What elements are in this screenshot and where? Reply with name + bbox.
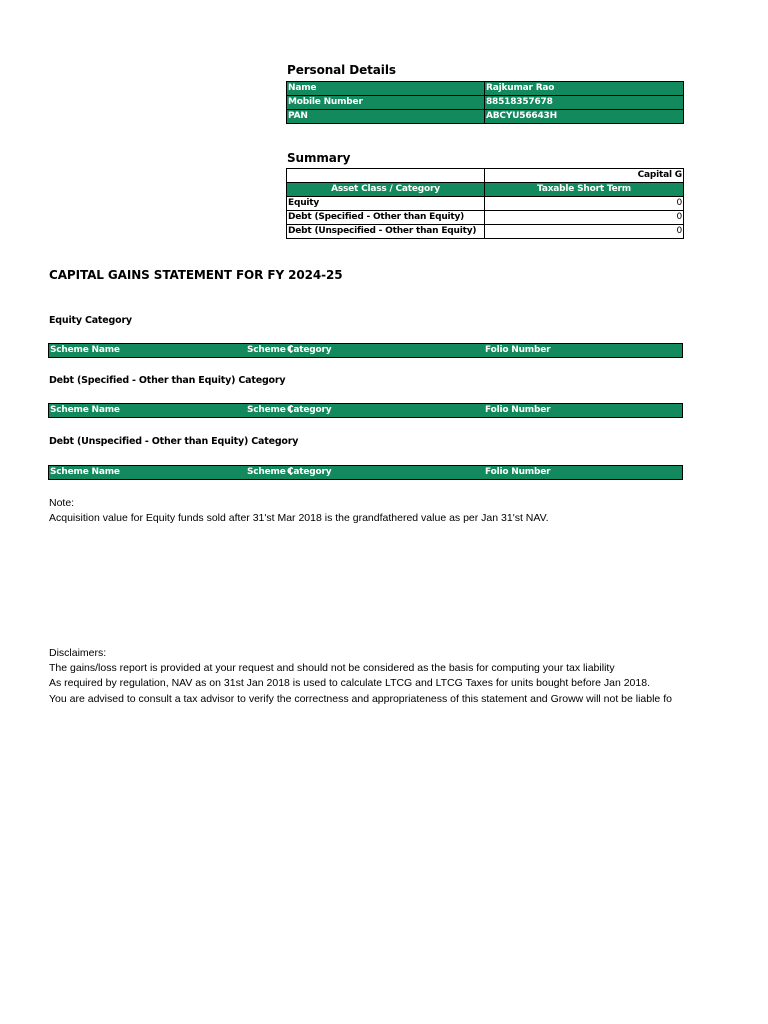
col-folio-number: Folio Number [485,467,551,477]
summary-row-label: Debt (Unspecified - Other than Equity) [287,225,485,239]
col-scheme-code: Scheme ( [247,405,293,415]
note-text: Acquisition value for Equity funds sold after 31'st Mar 2018 is the grandfathered value as per Jan 31'st NAV. [49,512,549,524]
personal-details-row [287,96,684,110]
col-category: Category [287,467,332,477]
disclaimer-line: The gains/loss report is provided at your request and should not be considered as the basis for computing your tax liability [49,662,615,674]
col-scheme-code: Scheme ( [247,467,293,477]
summary-row [287,197,684,211]
mobile-label: Mobile Number [287,96,485,110]
col-asset-class: Asset Class / Category [287,183,485,197]
disclaimer-line: You are advised to consult a tax advisor to verify the correctness and appropriateness of this statement and Groww will not be liable fo [49,693,672,705]
summary-heading: Summary [287,151,351,165]
col-scheme-name: Scheme Name [50,405,120,415]
summary-row [287,225,684,239]
col-taxable-short-term: Taxable Short Term [485,183,684,197]
personal-details-row [287,110,684,124]
col-folio-number: Folio Number [485,405,551,415]
col-folio-number: Folio Number [485,345,551,355]
col-scheme-name: Scheme Name [50,345,120,355]
debt-unspecified-table-header [48,465,683,480]
summary-table [286,168,684,239]
debt-specified-table-header [48,403,683,418]
col-category: Category [287,405,332,415]
summary-row-value: 0 [485,211,684,225]
statement-title: CAPITAL GAINS STATEMENT FOR FY 2024-25 [49,268,343,282]
summary-row [287,211,684,225]
personal-details-row [287,82,684,96]
col-category: Category [287,345,332,355]
name-value: Rajkumar Rao [485,82,684,96]
summary-group-row [287,169,684,183]
summary-row-label: Equity [287,197,485,211]
summary-row-value: 0 [485,197,684,211]
col-scheme-name: Scheme Name [50,467,120,477]
summary-row-value: 0 [485,225,684,239]
section-title-debt-unspecified: Debt (Unspecified - Other than Equity) Category [49,436,299,447]
disclaimer-line: As required by regulation, NAV as on 31st Jan 2018 is used to calculate LTCG and LTCG Taxes for units bought before Jan 2018. [49,677,650,689]
summary-header-row [287,183,684,197]
pan-label: PAN [287,110,485,124]
name-label: Name [287,82,485,96]
personal-details-table [286,81,684,124]
summary-blank-cell [287,169,485,183]
col-scheme-code: Scheme ( [247,345,293,355]
mobile-value: 88518357678 [485,96,684,110]
section-title-debt-specified: Debt (Specified - Other than Equity) Category [49,375,286,386]
personal-details-heading: Personal Details [287,63,396,77]
note-label: Note: [49,497,75,509]
disclaimers-label: Disclaimers: [49,647,107,659]
pan-value: ABCYU56643H [485,110,684,124]
summary-group-header: Capital G [485,169,684,183]
section-title-equity: Equity Category [49,315,132,326]
summary-row-label: Debt (Specified - Other than Equity) [287,211,485,225]
equity-table-header [48,343,683,358]
